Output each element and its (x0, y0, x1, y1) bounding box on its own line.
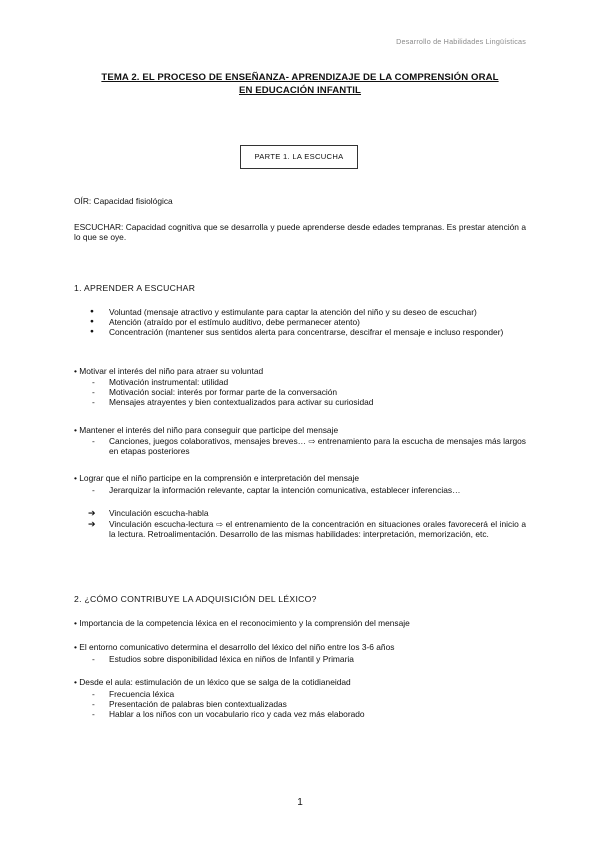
arrow-item-text: Vinculación escucha-lectura ⇨ el entrenamiento de la concentración en situaciones orales favorecerá el inicio a la lectura. Retroalimentación. Desarrollo de las mismas habilidades: interpretación, memorización, etc. (109, 519, 526, 540)
section-1-group-2-heading: • Mantener el interés del niño para conseguir que participe del mensaje (74, 425, 339, 435)
list-item: - Presentación de palabras bien contextualizadas (74, 699, 526, 709)
arrow-item-text: Vinculación escucha-habla (109, 508, 209, 518)
title-line-1: TEMA 2. EL PROCESO DE ENSEÑANZA- APRENDIZAJE DE LA COMPRENSIÓN ORAL (101, 72, 499, 83)
section-1-title: 1. APRENDER A ESCUCHAR (74, 283, 196, 293)
section-1-arrow-list (74, 508, 526, 541)
section-1-group-1-heading: • Motivar el interés del niño para atraer su voluntad (74, 366, 264, 376)
definition-escuchar: ESCUCHAR: Capacidad cognitiva que se desarrolla y puede aprenderse desde edades tempranas. Es prestar atención a lo que se oye. (74, 222, 526, 243)
list-item: ● Concentración (mantener sus sentidos alerta para concentrarse, descifrar el mensaje e incluso responder) (74, 327, 526, 337)
section-1-bullet-list (74, 307, 526, 338)
list-item: ● Voluntad (mensaje atractivo y estimulante para captar la atención del niño y su deseo de escuchar) (74, 307, 526, 317)
section-2-group-1-list (74, 654, 526, 664)
document-title (74, 71, 526, 97)
section-2-group-2-heading: • Desde el aula: estimulación de un léxico que se salga de la cotidianeidad (74, 677, 351, 687)
list-item: - Jerarquizar la información relevante, captar la intención comunicativa, establecer inferencias… (74, 485, 526, 495)
section-1-group-1-list (74, 377, 526, 408)
section-2-paragraph: • Importancia de la competencia léxica en el reconocimiento y la comprensión del mensaje (74, 618, 410, 628)
list-item: - Mensajes atrayentes y bien contextualizados para activar su curiosidad (74, 397, 526, 407)
list-item: - Motivación social: interés por formar parte de la conversación (74, 387, 526, 397)
section-2-title: 2. ¿CÓMO CONTRIBUYE LA ADQUISICIÓN DEL LÉXICO? (74, 594, 317, 604)
list-item: - Estudios sobre disponibilidad léxica en niños de Infantil y Primaria (74, 654, 526, 664)
list-item: - Motivación instrumental: utilidad (74, 377, 526, 387)
list-item: - Hablar a los niños con un vocabulario rico y cada vez más elaborado (74, 709, 526, 719)
list-item: - Canciones, juegos colaborativos, mensajes breves… ⇨ entrenamiento para la escucha de mensajes más largos en etapas posteriores (74, 436, 526, 456)
section-2-group-1-heading: • El entorno comunicativo determina el desarrollo del léxico del niño entre los 3-6 años (74, 642, 395, 652)
section-2-group-2-list (74, 689, 526, 720)
section-1-group-3-heading: • Lograr que el niño participe en la comprensión e interpretación del mensaje (74, 473, 360, 483)
part-heading-box (240, 145, 358, 169)
page-number: 1 (297, 797, 303, 808)
list-item (74, 519, 526, 539)
part-heading-label: PARTE 1. LA ESCUCHA (254, 151, 344, 161)
list-item (74, 508, 526, 518)
title-line-2: EN EDUCACIÓN INFANTIL (238, 85, 362, 96)
arrow-icon: ➔ (88, 519, 96, 530)
definition-oir: OÍR: Capacidad fisiológica (74, 196, 173, 206)
running-head: Desarrollo de Habilidades Lingüísticas (396, 37, 526, 46)
section-1-group-3-list (74, 485, 526, 495)
list-item: ● Atención (atraído por el estímulo auditivo, debe permanecer atento) (74, 317, 526, 327)
arrow-icon: ➔ (88, 508, 96, 518)
list-item: - Frecuencia léxica (74, 689, 526, 699)
section-1-group-2-list (74, 436, 526, 456)
